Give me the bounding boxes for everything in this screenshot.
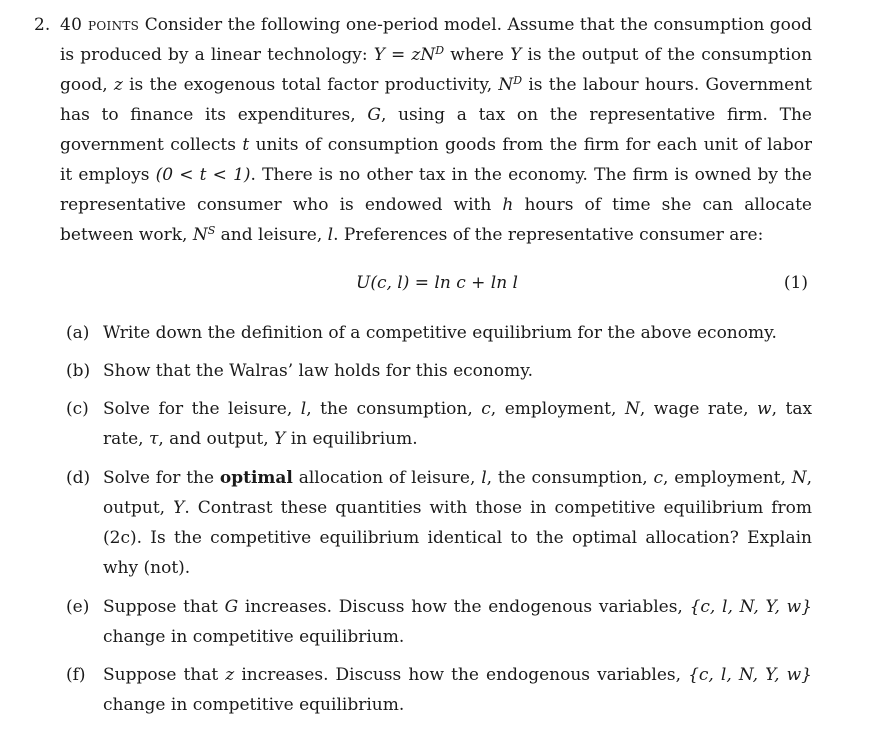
var-y: Y [274,429,286,449]
emphasis-optimal: optimal [219,468,293,488]
var-g: G [224,597,239,617]
text: increases. Discuss how the endogenous variables, [244,597,683,617]
intro-text-2: where [450,45,504,65]
part-text: Show that the Walras’ law holds for this economy. [103,361,533,381]
text: . Contrast these quantities with those in competitive equilibrium from (2c). Is the competitive equilibrium identical to the optimal allocation? Explain why (not). [103,498,812,578]
var-c: c [653,468,664,488]
intro-text-9: hours of time she can allocate between work, [60,195,812,245]
intro-text-10: and leisure, [220,225,323,245]
text: , employment, [490,399,617,419]
intro-text-1: Consider the following one-period model. Assume that the consumption good is produced by a linear technology: [60,15,812,65]
text: change in competitive equilibrium. [103,695,405,715]
equation-number: (1) [783,273,808,293]
text: change in competitive equilibrium. [103,627,405,647]
var-y: Y [173,498,185,518]
part-d [66,463,812,583]
superscript-d: D [513,74,523,87]
equation-body: U(c, l) = ln c + ln l [356,273,518,293]
part-a [66,318,812,348]
points-label: 40 points [60,15,140,35]
text: Solve for the leisure, [103,399,293,419]
var-n: N [791,468,807,488]
question-intro [60,10,812,250]
part-label: (b) [66,361,91,381]
intro-text-11: . Preferences of the representative consumer are: [333,225,764,245]
text: , the consumption, [306,399,473,419]
part-e [66,592,812,652]
part-text [103,463,812,583]
part-text [103,394,812,454]
text: in equilibrium. [290,429,418,449]
intro-text-4: is the exogenous total factor productivity, [129,75,493,95]
var-l: l [327,225,334,245]
var-n: N [498,75,514,95]
var-tau: τ [148,429,159,449]
var-c: c [481,399,491,419]
var-g: G [367,105,381,125]
var-h: h [502,195,514,215]
intro-text-7: units of consumption goods from the firm for each unit of labor it employs [60,135,813,185]
text: , the consumption, [486,468,648,488]
var-w: w [757,399,772,419]
text: , employment, [663,468,786,488]
text: Suppose that [103,597,218,617]
part-text [103,660,812,720]
var-l: l [300,399,307,419]
var-n: N [624,399,640,419]
intro-text-3: is the output of the consumption good, [60,45,813,95]
part-label: (e) [66,597,90,617]
var-z: z [225,665,235,685]
text: Suppose that [103,665,219,685]
variable-set: {c, l, N, Y, w} [688,665,812,685]
part-text: Write down the definition of a competitive equilibrium for the above economy. [103,323,777,343]
part-label: (a) [66,323,90,343]
var-t: t [242,135,250,155]
intro-text-5: is the labour hours. Government has to finance its expenditures, [60,75,812,125]
text: increases. Discuss how the endogenous variables, [241,665,682,685]
superscript-d: D [435,44,445,57]
var-y: Y [510,45,522,65]
part-text [103,592,812,652]
var-n: N [192,225,208,245]
part-label: (d) [66,468,91,488]
production-equation: Y = zN [373,45,436,65]
var-l: l [481,468,487,488]
text: , output, [103,468,813,518]
tax-condition: (0 < t < 1) [155,165,251,185]
superscript-s: S [207,224,216,237]
text: , wage rate, [639,399,749,419]
variable-set: {c, l, N, Y, w} [689,597,813,617]
text: allocation of leisure, [298,468,476,488]
part-c [66,394,812,454]
utility-equation [60,268,812,298]
text: , tax rate, [103,399,813,449]
intro-text-8: . There is no other tax in the economy. The firm is owned by the representative consumer who is endowed with [60,165,812,215]
part-label: (f) [66,665,86,685]
part-label: (c) [66,399,89,419]
part-f [66,660,812,720]
intro-text-6: , using a tax on the representative firm. The government collects [60,105,812,155]
part-b [66,356,812,386]
text: Solve for the [103,468,215,488]
text: , and output, [158,429,269,449]
question-number: 2. [34,15,51,35]
var-z: z [113,75,123,95]
